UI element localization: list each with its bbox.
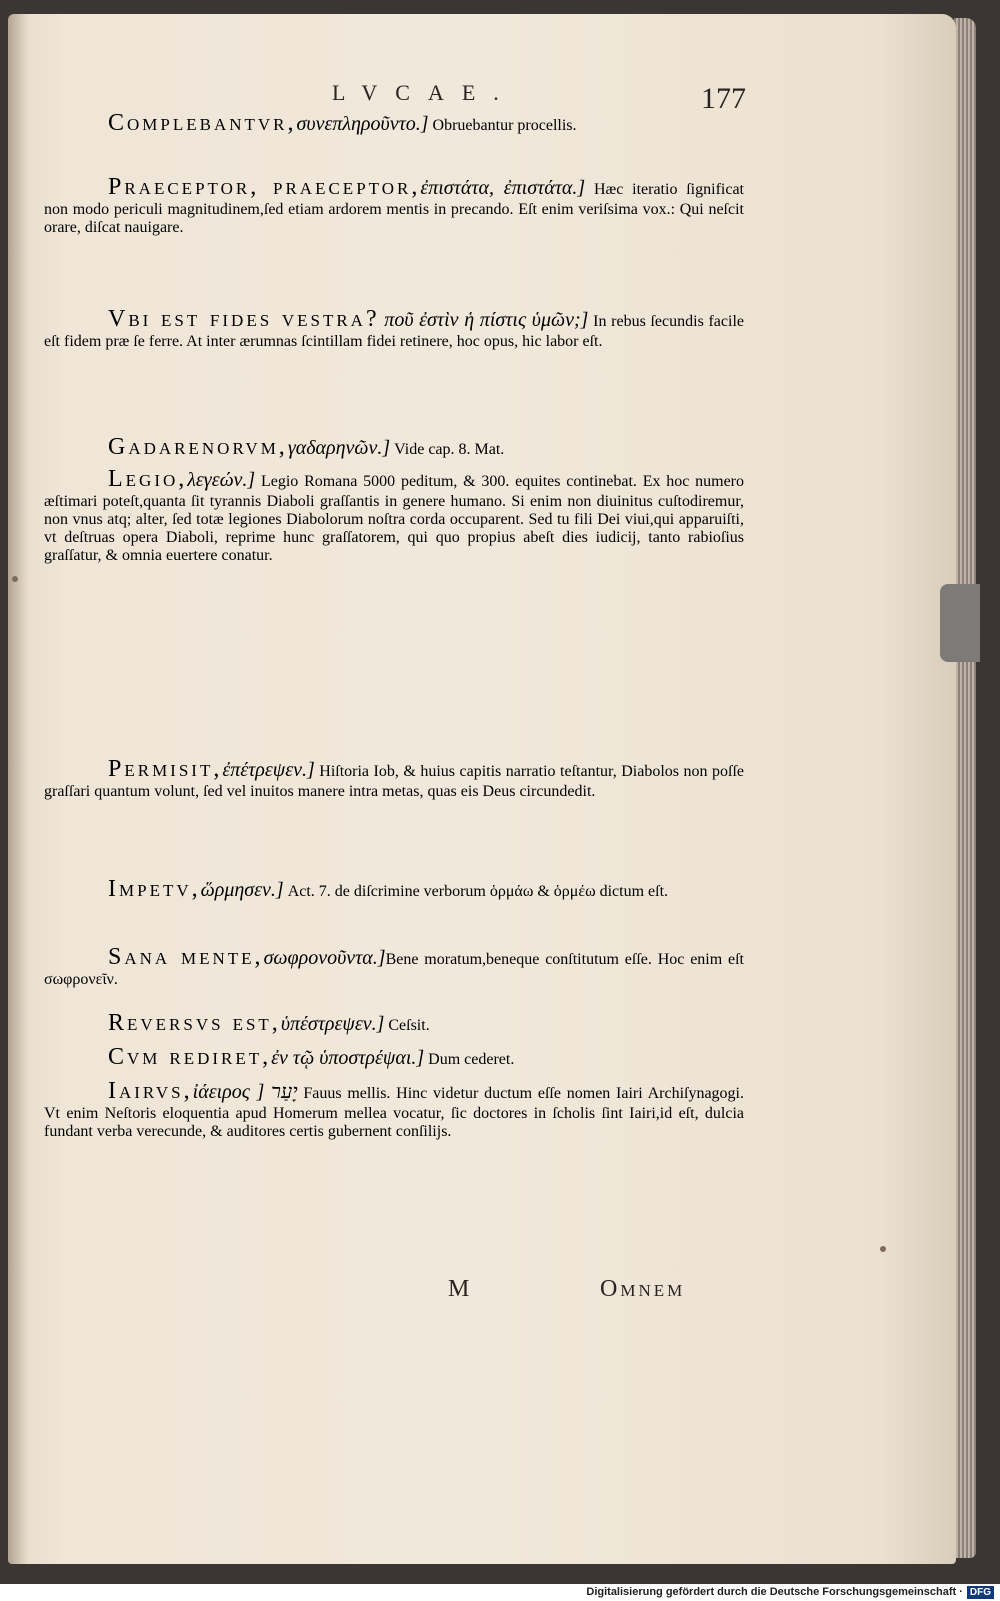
entry-permisit	[44, 756, 744, 801]
entry-greek: συνεπληροῦντο.]	[296, 113, 429, 135]
entry-praeceptor	[44, 174, 744, 237]
entry-impetu	[44, 876, 744, 903]
entry-text: Hæc iteratio ſignificat non modo periculi magnitudinem,ſed etiam ardorem mentis in precando. Eſt enim veriſsima vox.: Qui neſcit orare, diſcat nauigare.	[44, 181, 744, 236]
entry-headword: Complebantvr,	[108, 110, 297, 136]
running-title: LVCAE.	[332, 80, 517, 105]
entry-headword: Iairvs,	[108, 1078, 193, 1104]
entry-reversus-est	[44, 1010, 744, 1037]
paper-speck	[880, 1246, 886, 1252]
entry-headword: Reversvs est,	[108, 1010, 281, 1036]
entry-greek: ποῦ ἐστὶν ἡ πίστις ὑμῶν;]	[384, 309, 589, 331]
entry-greek: ἐπέτρεψεν.]	[222, 759, 315, 781]
entry-greek: ἰάειρος ] יָעַר	[192, 1081, 298, 1103]
entry-sana-mente	[44, 944, 744, 989]
entry-text: Bene moratum,beneque conſtitutum eſſe. Hoc enim eſt σωφρονεῖν.	[44, 951, 745, 988]
entry-headword: Gadarenorvm,	[108, 434, 288, 460]
entry-text: Dum cederet.	[424, 1051, 515, 1068]
bookmark-tab	[940, 584, 980, 662]
entry-greek: ὑπέστρεψεν.]	[280, 1013, 385, 1035]
entry-headword: Sana mente,	[108, 944, 264, 970]
entry-headword: Cvm rediret,	[108, 1044, 272, 1070]
entry-legio	[44, 466, 744, 565]
entry-headword: Impetv,	[108, 876, 201, 902]
entry-text: Obruebantur procellis.	[428, 117, 577, 134]
entry-headword: Legio,	[108, 466, 188, 492]
digitization-credit	[586, 1584, 994, 1601]
entry-text: Ceſsit.	[384, 1017, 430, 1034]
entry-headword: Permisit,	[108, 756, 223, 782]
catchword: Omnem	[600, 1276, 686, 1302]
entry-greek: γαδαρηνῶν.]	[287, 437, 391, 459]
entry-text: Fauus mellis. Hinc videtur ductum eſſe nomen Iairi Archiſynagogi. Vt enim Neſtoris eloquentia apud Homerum mellea vocatur, ſic doctores in ſcholis ſint Iairi,id eſt, dulcia fundant verba verecunde, & auditores certis gubernent conſilijs.	[44, 1085, 745, 1140]
entry-headword: Praeceptor, praeceptor,	[108, 174, 421, 200]
entry-text: Vide cap. 8. Mat.	[390, 441, 505, 458]
entry-greek: λεγεών.]	[187, 469, 256, 491]
gutter-shadow	[8, 14, 28, 1564]
page-number: 177	[701, 82, 746, 115]
dfg-logo: DFG	[967, 1586, 994, 1599]
credit-text: Digitalisierung gefördert durch die Deutsche Forschungsgemeinschaft ·	[586, 1586, 963, 1598]
entry-iairus	[44, 1078, 744, 1141]
page-fore-edge	[954, 18, 976, 1558]
entry-text: Legio Romana 5000 peditum, & 300. equites continebat. Ex hoc numero æſtimari poteſt,quanta ſit tyrannis Diaboli graſſantis in genere humano. Si enim non diuinitus cuſtodiremur, non vnus atq; alter, ſed totæ legiones Diabolorum noſtra corda occuparent. Sed tu fili Dei viui,qui apparuiſti, vt deſtruas opera Diaboli, reprime hunc graſſatorem, qui quo propius abeſt dies iudicij, tanto rabioſius graſſatur, & omnia euertere conatur.	[44, 473, 744, 564]
entry-greek: σωφρονοῦντα.]	[263, 947, 386, 969]
entry-gadarenorum	[44, 434, 744, 461]
entry-complebantur	[44, 110, 744, 137]
entry-headword: Vbi est fides vestra?	[108, 306, 380, 332]
signature-mark: M	[448, 1276, 470, 1302]
entry-greek: ὥρμησεν.]	[200, 879, 284, 901]
catchline	[448, 1276, 748, 1312]
paper-speck	[12, 576, 18, 582]
entry-text: Hiſtoria Iob, & huius capitis narratio teſtantur, Diabolos non poſſe graſſari quantum volunt, ſed vel inuitos manere intra metas, quas eis Deus circundedit.	[44, 763, 744, 800]
entry-greek: ἐπιστάτα, ἐπιστάτα.]	[420, 177, 586, 199]
entry-vbi-est-fides	[44, 306, 744, 351]
entry-greek: ἐν τῷ ὑποστρέψαι.]	[271, 1047, 425, 1069]
entry-cum-rediret	[44, 1044, 744, 1071]
entry-text: In rebus ſecundis facile eſt fidem præ ſe ferre. At inter ærumnas ſcintillam fidei retinere, hoc opus, hic labor eſt.	[44, 313, 745, 350]
entry-text: Act. 7. de diſcrimine verborum ὁρμάω & ὁρμέω dictum eſt.	[283, 883, 669, 900]
